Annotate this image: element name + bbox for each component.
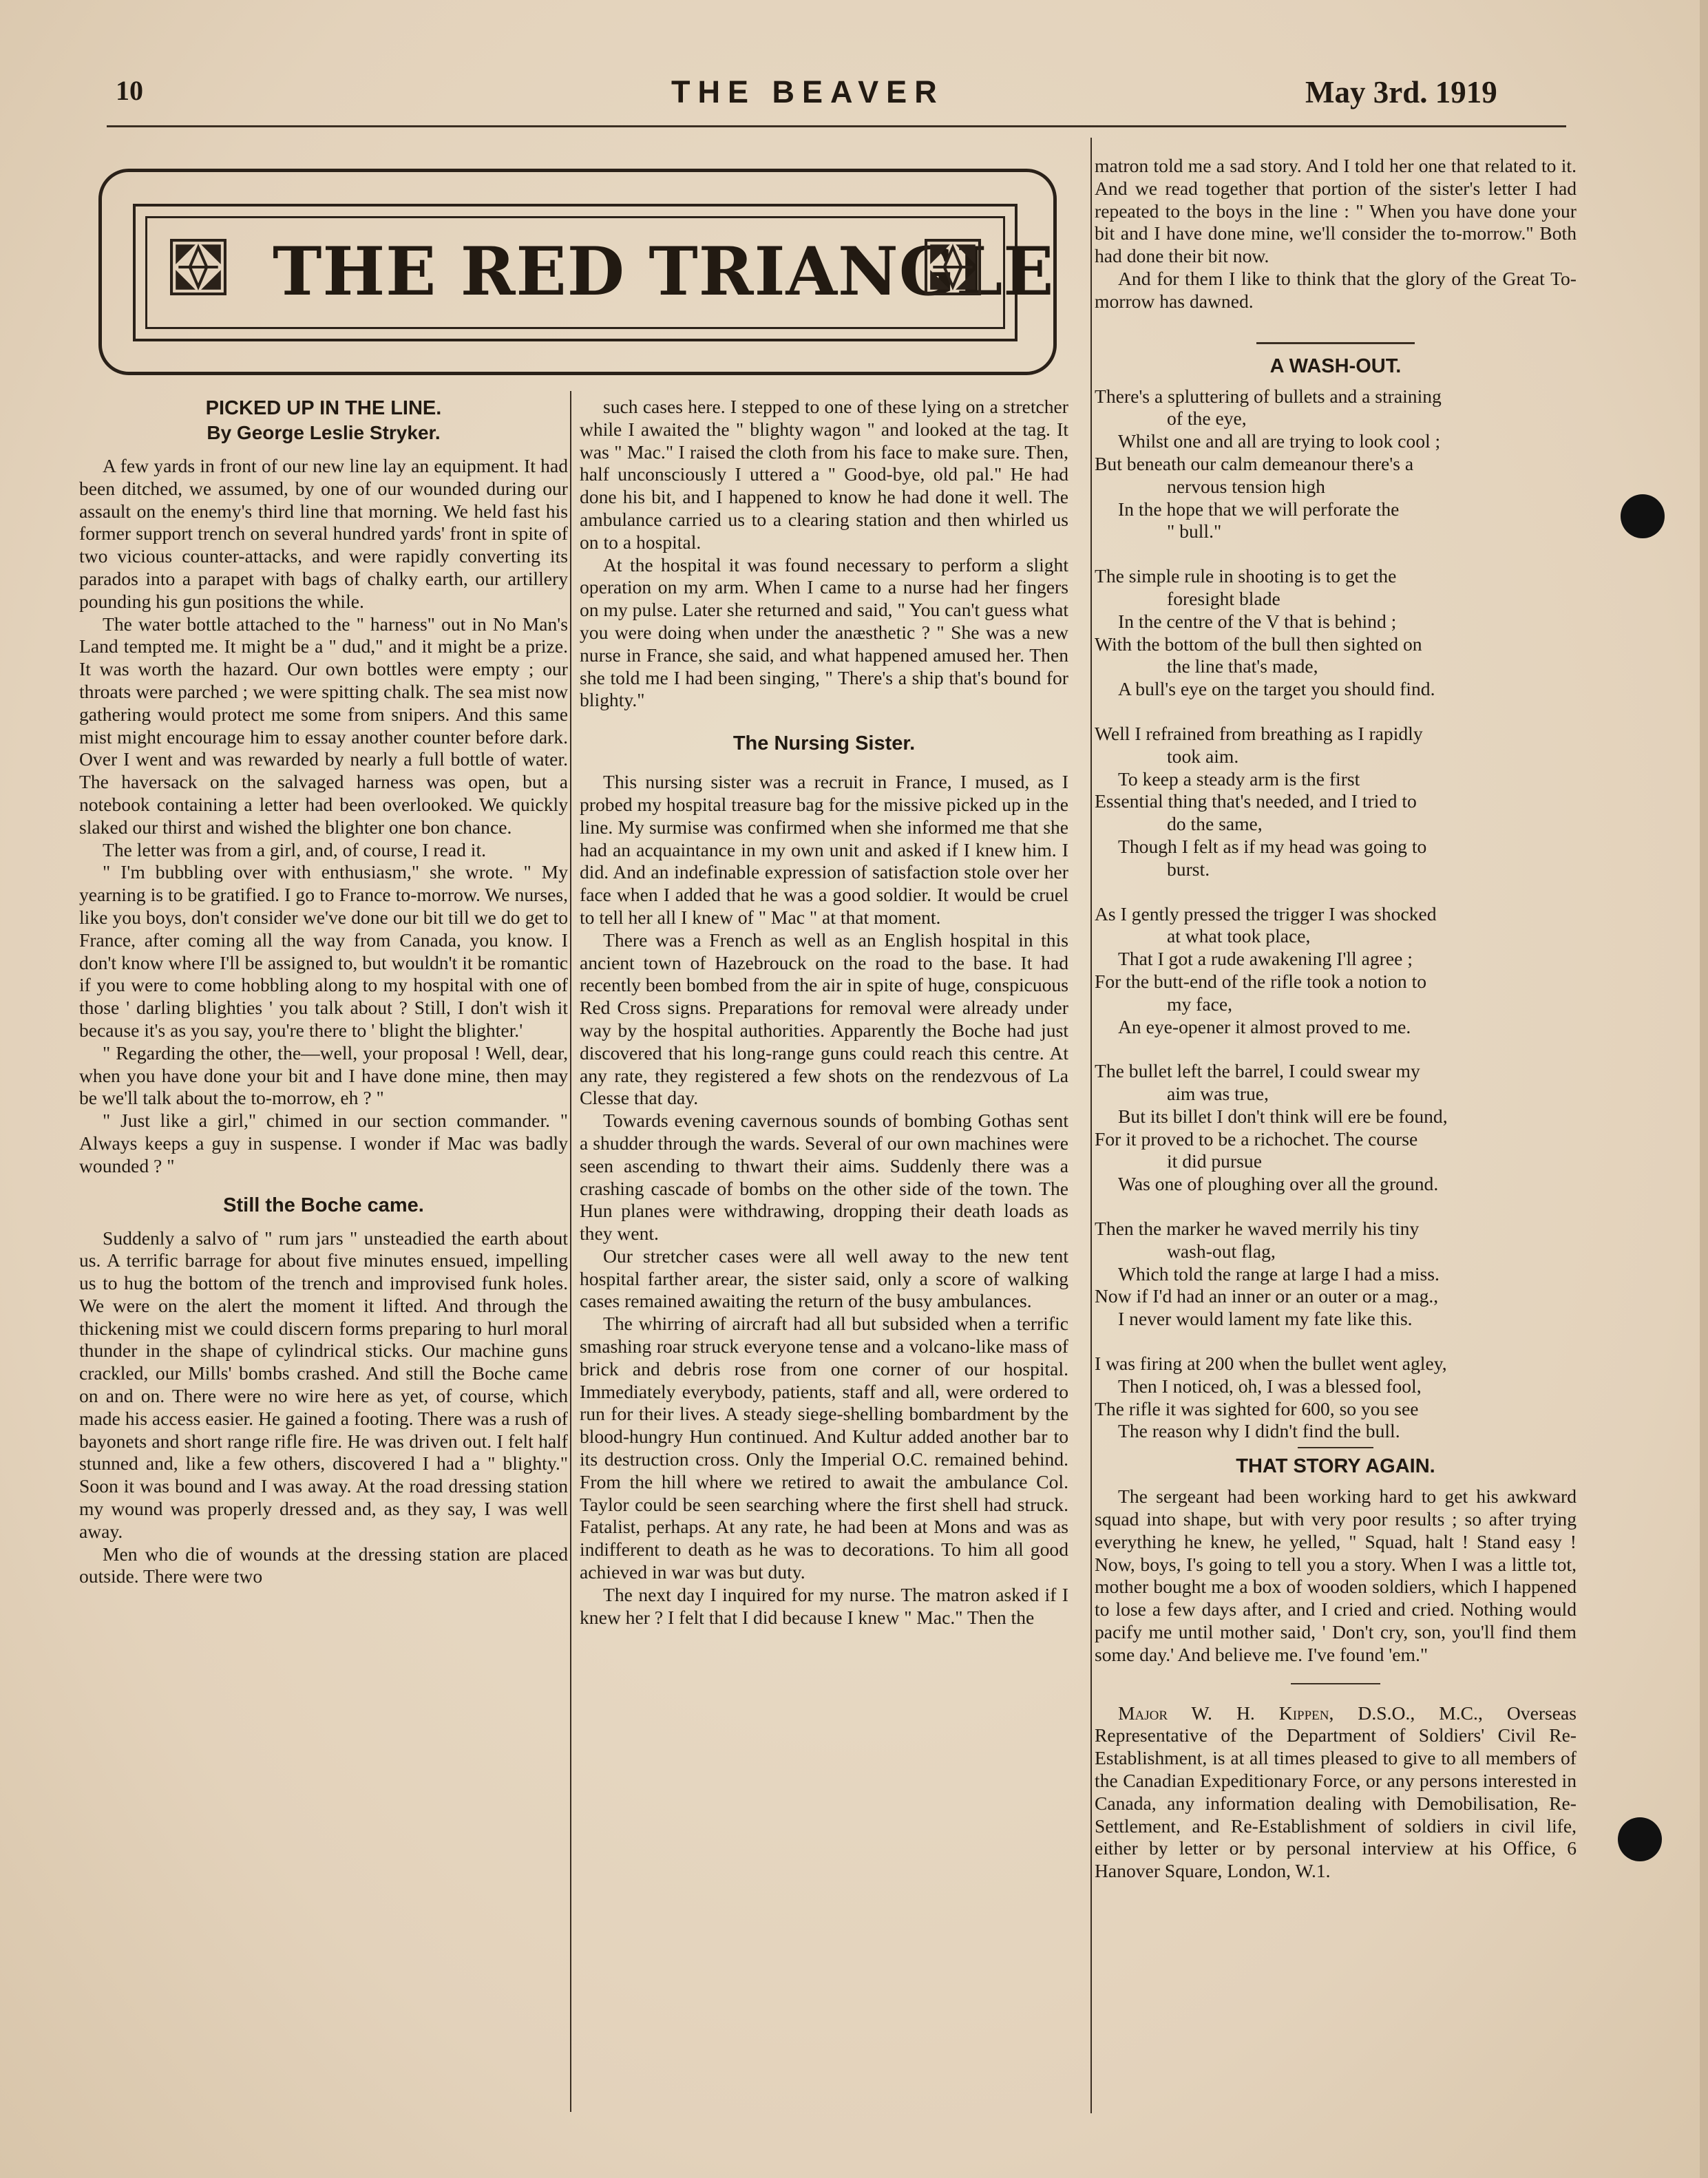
column-divider xyxy=(1090,138,1092,2113)
verse-line: at what took place, xyxy=(1167,925,1311,947)
verse-line: A bull's eye on the target you should find. xyxy=(1118,678,1435,700)
verse-line: But beneath our calm demeanour there's a xyxy=(1095,452,1414,474)
paragraph: " Just like a girl," chimed in our section commander. " Always keeps a guy in suspense. I wonder if Mac was badly wounded ? " xyxy=(79,1110,568,1176)
verse-line: my face, xyxy=(1167,993,1232,1015)
paragraph: " Regarding the other, the—well, your proposal ! Well, dear, when you have done your bit and I have done mine, then may be we'll talk about the to-morrow, eh ? " xyxy=(79,1042,568,1109)
verse-line: Whilst one and all are trying to look cool ; xyxy=(1118,430,1441,452)
page-number: 10 xyxy=(116,75,143,106)
verse-line: The rifle it was sighted for 600, so you see xyxy=(1095,1397,1419,1419)
verse-line: As I gently pressed the trigger I was shocked xyxy=(1095,902,1437,924)
verse-line: An eye-opener it almost proved to me. xyxy=(1118,1015,1411,1037)
poem-stanza xyxy=(1095,1353,1577,1443)
paragraph: Towards evening cavernous sounds of bombing Gothas sent a shudder through the wards. Several of our own machines were seen ascending to thwart their aims. Suddenly there was a crashing cascade of bombs on the other side of the town. The Hun planes were withdrawing, dropping their death loads as they went. xyxy=(580,1110,1068,1245)
paragraph: And for them I like to think that the glory of the Great To-morrow has dawned. xyxy=(1095,267,1577,312)
header-rule xyxy=(107,125,1566,127)
verse-line: I was firing at 200 when the bullet went agley, xyxy=(1095,1353,1447,1375)
verse-line: Essential thing that's needed, and I tried to xyxy=(1095,790,1417,812)
ornament-icon xyxy=(170,239,226,295)
paragraph: There was a French as well as an English hospital in this ancient town of Hazebrouck on the road to the base. It had recently been bombed from the air in spite of huge, conspicuous Red Cross signs. Preparations for removal were already under way by the hospital authorities. Apparently the Boche had just discovered that his long-range guns could reach this centre. At any rate, they registered a few shots on the rendezvous of La Clesse that day. xyxy=(580,929,1068,1109)
subheading: Still the Boche came. xyxy=(223,1194,424,1216)
paper-name: THE BEAVER xyxy=(671,74,945,109)
paragraph: This nursing sister was a recruit in France, I mused, as I probed my hospital treasure bag for the missive picked up in the line. My surmise was confirmed when she informed me that she had an acquaintance in my own unit and asked if I knew him. I did. And an indefinable expression of satisfaction stole over her face when I added that he was a good soldier. It would be cruel to tell her all I knew of " Mac " at that moment. xyxy=(580,771,1068,928)
verse-line: I never would lament my fate like this. xyxy=(1118,1308,1413,1330)
poem-stanza xyxy=(1095,1218,1577,1331)
notice-text: , D.S.O., M.C., Overseas Representative of the Department of Soldiers' Civil Re-Establishment, is at all times pleased to give to all members of the Canadian Expeditionary Force, or any persons interested in Canada, any information dealing with Demobilisation, Re-Settlement, and Re-Establishment of soldiers in civil life, either by letter or by personal interview at his Office, 6 Hanover Square, London, W.1. xyxy=(1095,1702,1577,1882)
section-rule xyxy=(1256,342,1415,344)
notice-paragraph xyxy=(1095,1702,1577,1883)
verse-line: nervous tension high xyxy=(1167,475,1325,497)
verse-line: There's a spluttering of bullets and a straining xyxy=(1095,385,1442,407)
paragraph: Suddenly a salvo of " rum jars " unsteadied the earth about us. A terrific barrage for about five minutes ensued, impelling us to hug the bottom of the trench and improvised funk holes. We were on the alert the moment it lifted. And through the thickening mist we could discern forms preparing to hurl moral thunder in the shape of cylindrical sticks. Our machine guns crackled, our Mills' bombs crashed. And still the Boche came on and on. There were no wire here as yet, of course, which made his access easier. He gained a footing. There was a rush of bayonets and short range rifle fire. He was driven out. I felt half stunned and, like a few others, discovered I had a " blighty." Soon it was bound and I was away. At the road dressing station my wound was properly dressed and, as they say, I was well away. xyxy=(79,1227,568,1542)
paragraph: such cases here. I stepped to one of these lying on a stretcher while I awaited the " blighty wagon " and looked at the tag. It was " Mac." I raised the cloth from his face to make sure. Then, half unconsciously I uttered a " Good-bye, old pal." He had done his bit, and I happened to know he had done it well. The ambulance carried us to a clearing station and then whirled us on to a hospital. xyxy=(580,396,1068,553)
verse-line: For the butt-end of the rifle took a notion to xyxy=(1095,970,1427,992)
poem-title: A WASH-OUT. xyxy=(1269,355,1402,377)
masthead-title: THE RED TRIANGLE xyxy=(273,233,1055,310)
poem-stanza xyxy=(1095,1060,1577,1196)
paragraph: The next day I inquired for my nurse. The matron asked if I knew her ? I felt that I did because I knew " Mac." Then the xyxy=(580,1583,1068,1628)
verse-line: Then the marker he waved merrily his tiny xyxy=(1095,1218,1420,1240)
paragraph: The water bottle attached to the " harness" out in No Man's Land tempted me. It might be a " dud," and it might be a prize. It was worth the hazard. Our own bottles were empty ; our throats were parched ; we were spitting chalk. The sea mist now gathering would protect me some from snipers. And this same mist might encourage him to essay another counter before dark. Over I went and was rewarded by nearly a full bottle of water. The haversack on the salvaged harness was open, but a notebook containing a letter had been overlooked. We quickly slaked our thirst and wished the blighter one bon chance. xyxy=(79,613,568,838)
notice-name: Major W. H. Kippen xyxy=(1118,1702,1329,1724)
article-heading: THAT STORY AGAIN. xyxy=(1236,1455,1435,1478)
article-heading: PICKED UP IN THE LINE. xyxy=(205,397,442,419)
section-rule xyxy=(1291,1683,1380,1684)
verse-line: Which told the range at large I had a miss. xyxy=(1118,1262,1440,1284)
verse-line: do the same, xyxy=(1167,813,1263,835)
paragraph: Men who die of wounds at the dressing station are placed outside. There were two xyxy=(79,1543,568,1587)
verse-line: In the centre of the V that is behind ; xyxy=(1118,610,1397,632)
verse-line: aim was true, xyxy=(1167,1083,1269,1105)
verse-line: " bull." xyxy=(1167,520,1222,542)
verse-line: The reason why I didn't find the bull. xyxy=(1118,1420,1400,1442)
binding-hole xyxy=(1621,494,1665,538)
subheading: The Nursing Sister. xyxy=(732,732,916,755)
ornament-icon xyxy=(925,239,981,295)
verse-line: Was one of ploughing over all the ground. xyxy=(1118,1173,1439,1195)
issue-date: May 3rd. 1919 xyxy=(1305,75,1497,109)
binding-hole xyxy=(1618,1817,1662,1861)
verse-line: it did pursue xyxy=(1167,1150,1262,1172)
verse-line: wash-out flag, xyxy=(1167,1240,1276,1262)
paragraph: At the hospital it was found necessary to perform a slight operation on my arm. When I came to a nurse had her fingers on my pulse. Later she returned and said, " You can't guess what you were doing when under the anæsthetic ? " She was a new nurse in France, she said, and what happened amused her. Then she told me I had been singing, " There's a ship that's bound for blighty." xyxy=(580,553,1068,711)
column-divider xyxy=(570,391,571,2112)
paragraph: " I'm bubbling over with enthusiasm," she wrote. " My yearning is to be gratified. I go to France to-morrow. We nurses, like you boys, don't consider we've done our bit till we do get to France, after coming all the way from Canada, you know. I don't know where I'll be assigned to, but wouldn't it be romantic if you were to come hobbling along to my hospital with one of those ' darling blighties ' you talk about ? Still, I don't wish it because it's as you say, you're there to ' blight the blighter.' xyxy=(79,861,568,1041)
verse-line: Though I felt as if my head was going to xyxy=(1118,835,1427,857)
verse-line: In the hope that we will perforate the xyxy=(1118,498,1400,520)
verse-line: But its billet I don't think will ere be found, xyxy=(1118,1105,1448,1127)
verse-line: Well I refrained from breathing as I rapidly xyxy=(1095,722,1423,744)
verse-line: took aim. xyxy=(1167,745,1239,767)
verse-line: Now if I'd had an inner or an outer or a mag., xyxy=(1095,1285,1439,1307)
paragraph: The letter was from a girl, and, of course, I read it. xyxy=(103,838,487,860)
section-rule xyxy=(1298,1447,1373,1448)
section-masthead xyxy=(98,169,1057,375)
verse-line: Then I noticed, oh, I was a blessed fool, xyxy=(1118,1375,1422,1397)
verse-line: The simple rule in shooting is to get the xyxy=(1095,565,1397,587)
verse-line: To keep a steady arm is the first xyxy=(1118,768,1360,790)
verse-line: burst. xyxy=(1167,858,1210,880)
byline: By George Leslie Stryker. xyxy=(207,422,441,443)
verse-line: For it proved to be a richochet. The course xyxy=(1095,1128,1418,1150)
verse-line: That I got a rude awakening I'll agree ; xyxy=(1118,948,1413,970)
verse-line: With the bottom of the bull then sighted on xyxy=(1095,633,1422,655)
article-column-2 xyxy=(580,396,1068,1629)
verse-line: the line that's made, xyxy=(1167,655,1318,677)
verse-line: foresight blade xyxy=(1167,587,1280,609)
poem-stanza xyxy=(1095,903,1577,1039)
poem-stanza xyxy=(1095,723,1577,881)
article-column-1 xyxy=(79,396,568,1588)
paragraph: The sergeant had been working hard to get his awkward squad into shape, but with very poor results ; so after trying everything he knew, he yelled, " Squad, halt ! Stand easy ! Now, boys, I's going to tell you a story. When I was a little tot, mother bought me a box of wooden soldiers, which I happened to lose a few days after, and I cried and cried. Nothing would pacify me until mother said, ' Don't cry, son, you'll find them some day.' And believe me. I've found 'em." xyxy=(1095,1486,1577,1665)
verse-line: The bullet left the barrel, I could swear my xyxy=(1095,1060,1420,1082)
paragraph: A few yards in front of our new line lay an equipment. It had been ditched, we assumed, by one of our wounded during our assault on the enemy's third line that morning. We held fast his former support trench on several hundred yards' front in spite of two vicious counter-attacks, and were rapidly converting its parados into a parapet with bags of chalky earth, our artillery pounding his gun positions the while. xyxy=(79,455,568,612)
poem-stanza xyxy=(1095,565,1577,701)
poem-stanza xyxy=(1095,385,1577,544)
page-edge xyxy=(1700,0,1708,2178)
paragraph: Our stretcher cases were all well away to the new tent hospital farther arear, the sister said, only a score of walking cases remained awaiting the return of the busy ambulances. xyxy=(580,1245,1068,1312)
paragraph: matron told me a sad story. And I told her one that related to it. And we read together that portion of the sister's letter I had repeated to the boys in the line : " When you have done your bit and I have done mine, we'll consider the to-morrow." Both had done their bit now. xyxy=(1095,155,1577,267)
paragraph: The whirring of aircraft had all but subsided when a terrific smashing roar struck everyone tense and a volcano-like mass of brick and debris rose from one corner of our hospital. Immediately everybody, patients, staff and all, were ordered to run for their lives. A steady siege-shelling bombardment by the blood-hungry Hun continued. And Kultur added another bar to its destruction cross. Only the Imperial O.C. remained behind. From the hill where we retired to await the ambulance Col. Taylor could be seen searching where the first shell had struck. Fatalist, perhaps. At any rate, he had been at Mons and was as indifferent to death as he was to decorations. To him all good achieved in war was but duty. xyxy=(580,1313,1068,1583)
verse-line: of the eye, xyxy=(1167,408,1247,430)
article-column-3 xyxy=(1095,155,1577,1883)
